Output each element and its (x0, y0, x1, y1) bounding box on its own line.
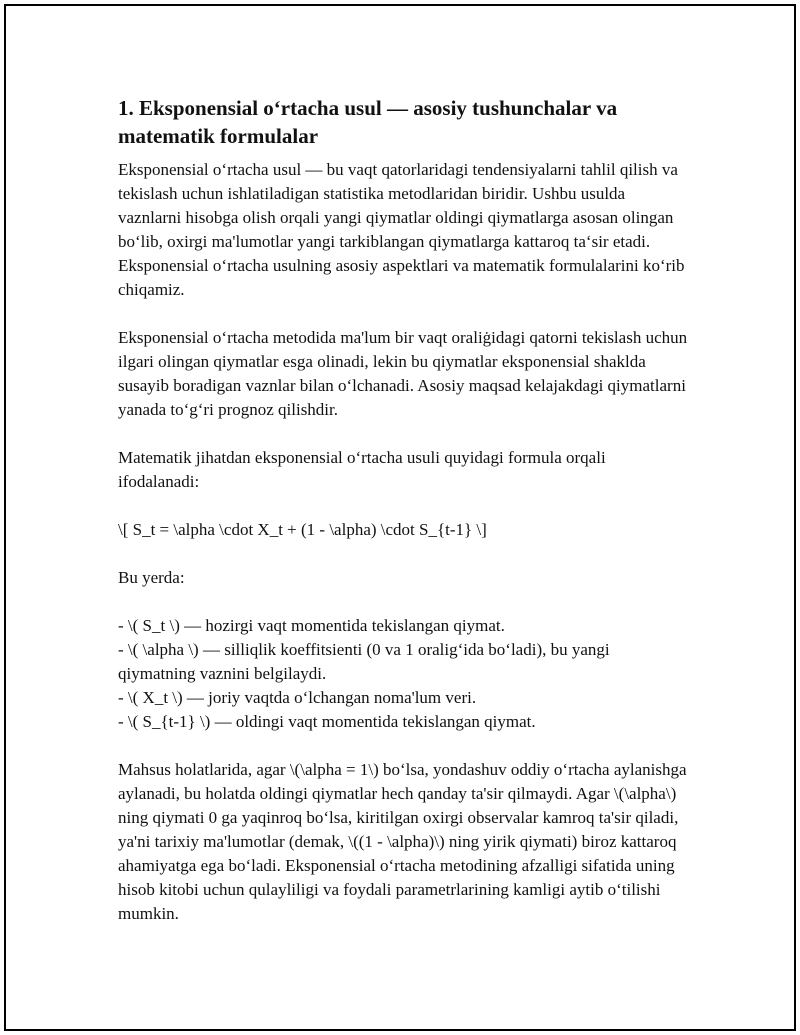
intro-paragraph: Eksponensial o‘rtacha usul — bu vaqt qatorlaridagi tendensiyalarni tahlil qilish va tekislash uchun ishlatiladigan statistika metodlaridan biridir. Ushbu usulda vaznlarni hisobga olish orqali yangi qiymatlar oldingi qiymatlarga asosan olingan bo‘lib, oxirgi ma'lumotlar yangi tarkiblangan qiymatlarga kattaroq ta‘sir etadi. Eksponensial o‘rtacha usulning asosiy aspektlari va matematik formulalarini ko‘rib chiqamiz. (118, 160, 685, 299)
method-paragraph: Eksponensial o‘rtacha metodida ma'lum bir vaqt oraliġidagi qatorni tekislash uchun ilgari olingan qiymatlar esga olinadi, lekin bu qiymatlar eksponensial shaklda susayib boradigan vaznlar bilan o‘lchanadi. Asosiy maqsad kelajakdagi qiymatlarni yanada to‘g‘ri prognoz qilishdir. (118, 328, 688, 419)
definition-item: - \( S_{t-1} \) — oldingi vaqt momentida tekislangan qiymat. (118, 712, 536, 731)
paragraph-spacer (118, 734, 688, 758)
document-title: 1. Eksponensial o‘rtacha usul — asosiy tushunchalar va matematik formulalar (118, 96, 618, 148)
formula-line: \[ S_t = \alpha \cdot X_t + (1 - \alpha) \cdot S_{t-1} \] (118, 520, 487, 539)
document-body (118, 94, 688, 926)
definition-item: - \( S_t \) — hozirgi vaqt momentida tekislangan qiymat. (118, 616, 505, 635)
where-label: Bu yerda: (118, 568, 185, 587)
paragraph-spacer (118, 590, 688, 614)
formula-intro-paragraph: Matematik jihatdan eksponensial o‘rtacha usuli quyidagi formula orqali ifodalanadi: (118, 448, 606, 491)
definition-item: - \( \alpha \) — silliqlik koeffitsienti (0 va 1 oralig‘ida bo‘ladi), bu yangi qiymatning vaznini belgilaydi. (118, 640, 610, 683)
paragraph-spacer (118, 422, 688, 446)
definition-item: - \( X_t \) — joriy vaqtda o‘lchangan noma'lum veri. (118, 688, 477, 707)
special-cases-paragraph: Mahsus holatlarida, agar \(\alpha = 1\) bo‘lsa, yondashuv oddiy o‘rtacha aylanishga aylanadi, bu holatda oldingi qiymatlar hech qanday ta'sir qilmaydi. Agar \(\alpha\) ning qiymati 0 ga yaqinroq bo‘lsa, kiritilgan oxirgi observalar kamroq ta'sir qiladi, ya'ni tarixiy ma'lumotlar (demak, \((1 - \alpha)\) ning yirik qiymati) biroz kattaroq ahamiyatga ega bo‘ladi. Eksponensial o‘rtacha metodining afzalligi sifatida uning hisob kitobi uchun qulayliligi va foydali parametrlarining kamligi aytib o‘tilishi mumkin. (118, 760, 687, 923)
paragraph-spacer (118, 302, 688, 326)
paragraph-spacer (118, 542, 688, 566)
paragraph-spacer (118, 494, 688, 518)
